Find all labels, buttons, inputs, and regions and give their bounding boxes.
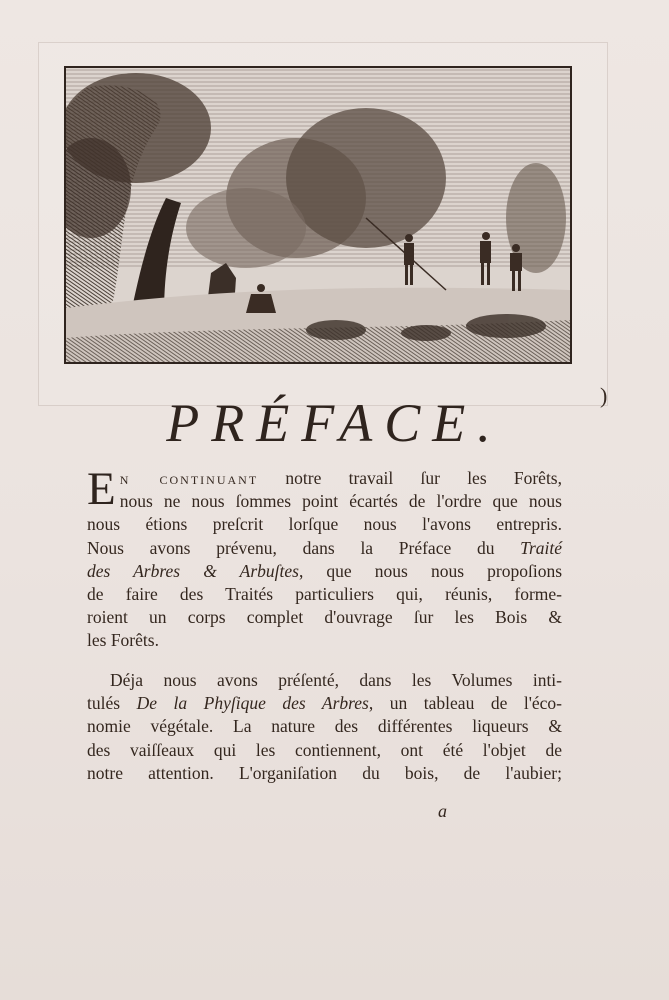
text-line: des vaiſſeaux qui les contiennent, ont été l'objet de <box>87 739 562 760</box>
text-line: les Forêts. <box>87 630 159 651</box>
text-line: roient un corps complet d'ouvrage ſur les Bois & <box>87 607 562 628</box>
text-line: tulés De la Phyſique des Arbres, un tableau de l'éco- <box>87 693 562 714</box>
text-line: des Arbres & Arbuſtes, que nous nous propoſions <box>87 560 562 581</box>
text-line: Nous avons prévenu, dans la Préface du Traité <box>87 537 562 558</box>
engraving-illustration <box>64 66 572 364</box>
text-line: nomie végétale. La nature des différentes liqueurs & <box>87 716 562 737</box>
text-line: notre attention. L'organiſation du bois, de l'aubier; <box>87 762 562 783</box>
text-line: nous étions preſcrit lorſque nous l'avons entrepris. <box>87 514 562 535</box>
page-title: PRÉFACE. <box>166 393 503 453</box>
lead-words: n continuant <box>119 469 259 488</box>
paper-curl-mark: ) <box>600 383 608 408</box>
paragraph-1 <box>87 463 562 653</box>
text-line: de faire des Traités particuliers qui, réunis, forme- <box>87 584 562 605</box>
text-line: nous ne nous ſommes point écartés de l'ordre que nous <box>119 491 562 512</box>
text-line: Déja nous avons préſenté, dans les Volumes inti- <box>110 670 562 690</box>
drop-cap: E <box>87 463 116 515</box>
text-line: En continuant notre travail ſur les Forêts, <box>87 463 562 515</box>
signature-mark: a <box>438 801 447 821</box>
paragraph-2 <box>87 669 562 785</box>
